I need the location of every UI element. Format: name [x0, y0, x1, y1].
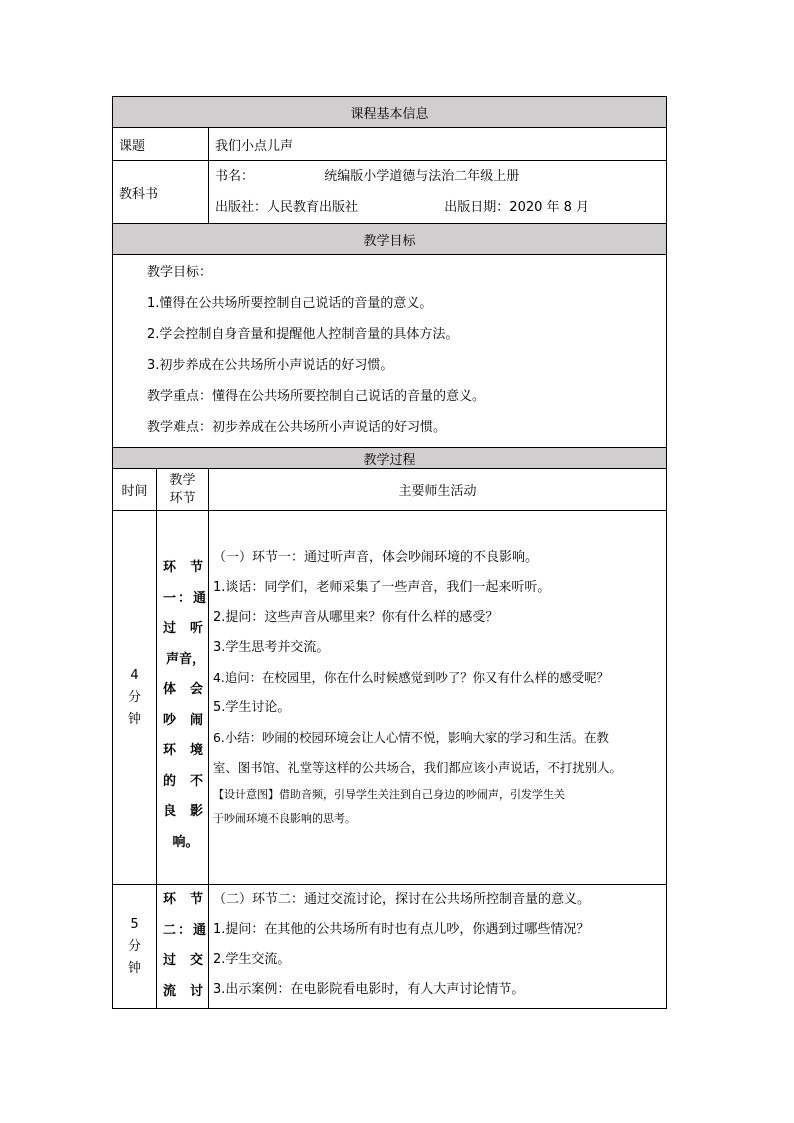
segment-label-line: 环境	[163, 743, 218, 758]
time-unit: 分	[127, 938, 141, 954]
activity-line: 3.学生思考并交流。	[213, 640, 330, 655]
lesson-plan-document	[112, 96, 666, 1009]
activity-line: 6.小结：吵闹的校园环境会让人心情不悦，影响大家的学习和生活。在教	[213, 730, 609, 745]
segment-label-line: 声音，	[165, 651, 205, 667]
activity-line: 室、图书馆、礼堂等这样的公共场合，我们都应该小声说话，不打扰别人。	[213, 760, 622, 775]
col-time-header: 时间	[113, 469, 157, 511]
segment-label-line: 良影	[163, 804, 218, 819]
design-intent-line: 于吵闹环境不良影响的思考。	[213, 812, 356, 825]
segment-label-line: 过听	[163, 621, 218, 636]
activity-line: 1.提问：在其他的公共场所有时也有点儿吵，你遇到过哪些情况？	[213, 922, 590, 937]
design-intent-line: 【设计意图】借助音频，引导学生关注到自己身边的吵闹声，引发学生关	[213, 788, 565, 801]
time-unit: 钟	[127, 711, 141, 727]
segment-label-line: 一：通	[163, 590, 209, 606]
goals-line: 1.懂得在公共场所要控制自己说话的音量的意义。	[147, 296, 433, 311]
book-name-label: 书名：	[215, 169, 255, 184]
activity-line: 3.出示案例：在电影院看电影时，有人大声讨论情节。	[213, 982, 525, 997]
textbook-details	[209, 161, 667, 224]
activity-line: 5.学生讨论。	[213, 700, 291, 715]
book-name-value: 统编版小学道德与法治二年级上册	[324, 169, 520, 184]
col-activity-header: 主要师生活动	[209, 469, 667, 511]
activity-line: 2.提问：这些声音从哪里来？你有什么样的感受？	[213, 610, 499, 625]
topic-value: 我们小点儿声	[209, 128, 667, 161]
segment-label-line: 流讨	[163, 983, 218, 999]
activity-line: （二）环节二：通过交流讨论，探讨在公共场所控制音量的意义。	[213, 892, 591, 907]
goals-key-point: 教学重点：懂得在公共场所要控制自己说话的音量的意义。	[147, 389, 486, 404]
segment-label-line: 响。	[172, 834, 199, 850]
process-header: 教学过程	[113, 448, 667, 469]
segment-2-label	[157, 885, 218, 1009]
textbook-label: 教科书	[113, 161, 209, 224]
segment-1-activities	[209, 511, 667, 885]
goals-line: 2.学会控制自身音量和提醒他人控制音量的具体方法。	[147, 327, 459, 342]
segment-label-line: 的不	[163, 773, 218, 789]
activity-line: （一）环节一：通过听声音，体会吵闹环境的不良影响。	[213, 550, 539, 565]
segment-label-line: 环节	[163, 560, 218, 575]
goals-header: 教学目标	[113, 224, 667, 255]
segment-label-line: 吵闹	[163, 712, 218, 728]
activity-line: 4.追问：在校园里，你在什么时候感觉到吵了？你又有什么样的感受呢？	[213, 670, 609, 685]
segment-label-line: 二：通	[163, 922, 209, 938]
publication-date: 出版日期：2020 年 8 月	[444, 200, 590, 215]
col-segment-header	[157, 469, 209, 511]
time-number: 5	[130, 916, 139, 932]
time-number: 4	[130, 667, 139, 683]
segment-label-line: 环节	[163, 892, 218, 907]
publisher: 出版社：人民教育出版社	[215, 200, 359, 215]
basic-info-header: 课程基本信息	[113, 97, 667, 128]
book-name-line	[215, 161, 666, 192]
publisher-line	[215, 192, 666, 223]
lesson-info-table	[112, 96, 667, 1009]
goals-line: 教学目标：	[147, 265, 213, 280]
segment-1-time	[113, 511, 157, 885]
col-segment-text: 教学环节	[169, 472, 196, 506]
segment-2-activities	[209, 885, 667, 1009]
segment-2-time	[113, 885, 157, 1009]
segment-1-label	[157, 511, 218, 885]
segment-label-line: 体会	[163, 682, 218, 697]
time-unit: 钟	[127, 960, 141, 976]
activity-line: 2.学生交流。	[213, 952, 291, 967]
time-unit: 分	[127, 689, 141, 705]
goals-difficult-point: 教学难点：初步养成在公共场所小声说话的好习惯。	[147, 420, 447, 435]
goals-line: 3.初步养成在公共场所小声说话的好习惯。	[147, 358, 394, 373]
segment-label-line: 过交	[163, 953, 218, 968]
goals-body	[113, 255, 667, 448]
topic-label: 课题	[113, 128, 209, 161]
activity-line: 1.谈话：同学们，老师采集了一些声音，我们一起来听听。	[213, 580, 551, 595]
